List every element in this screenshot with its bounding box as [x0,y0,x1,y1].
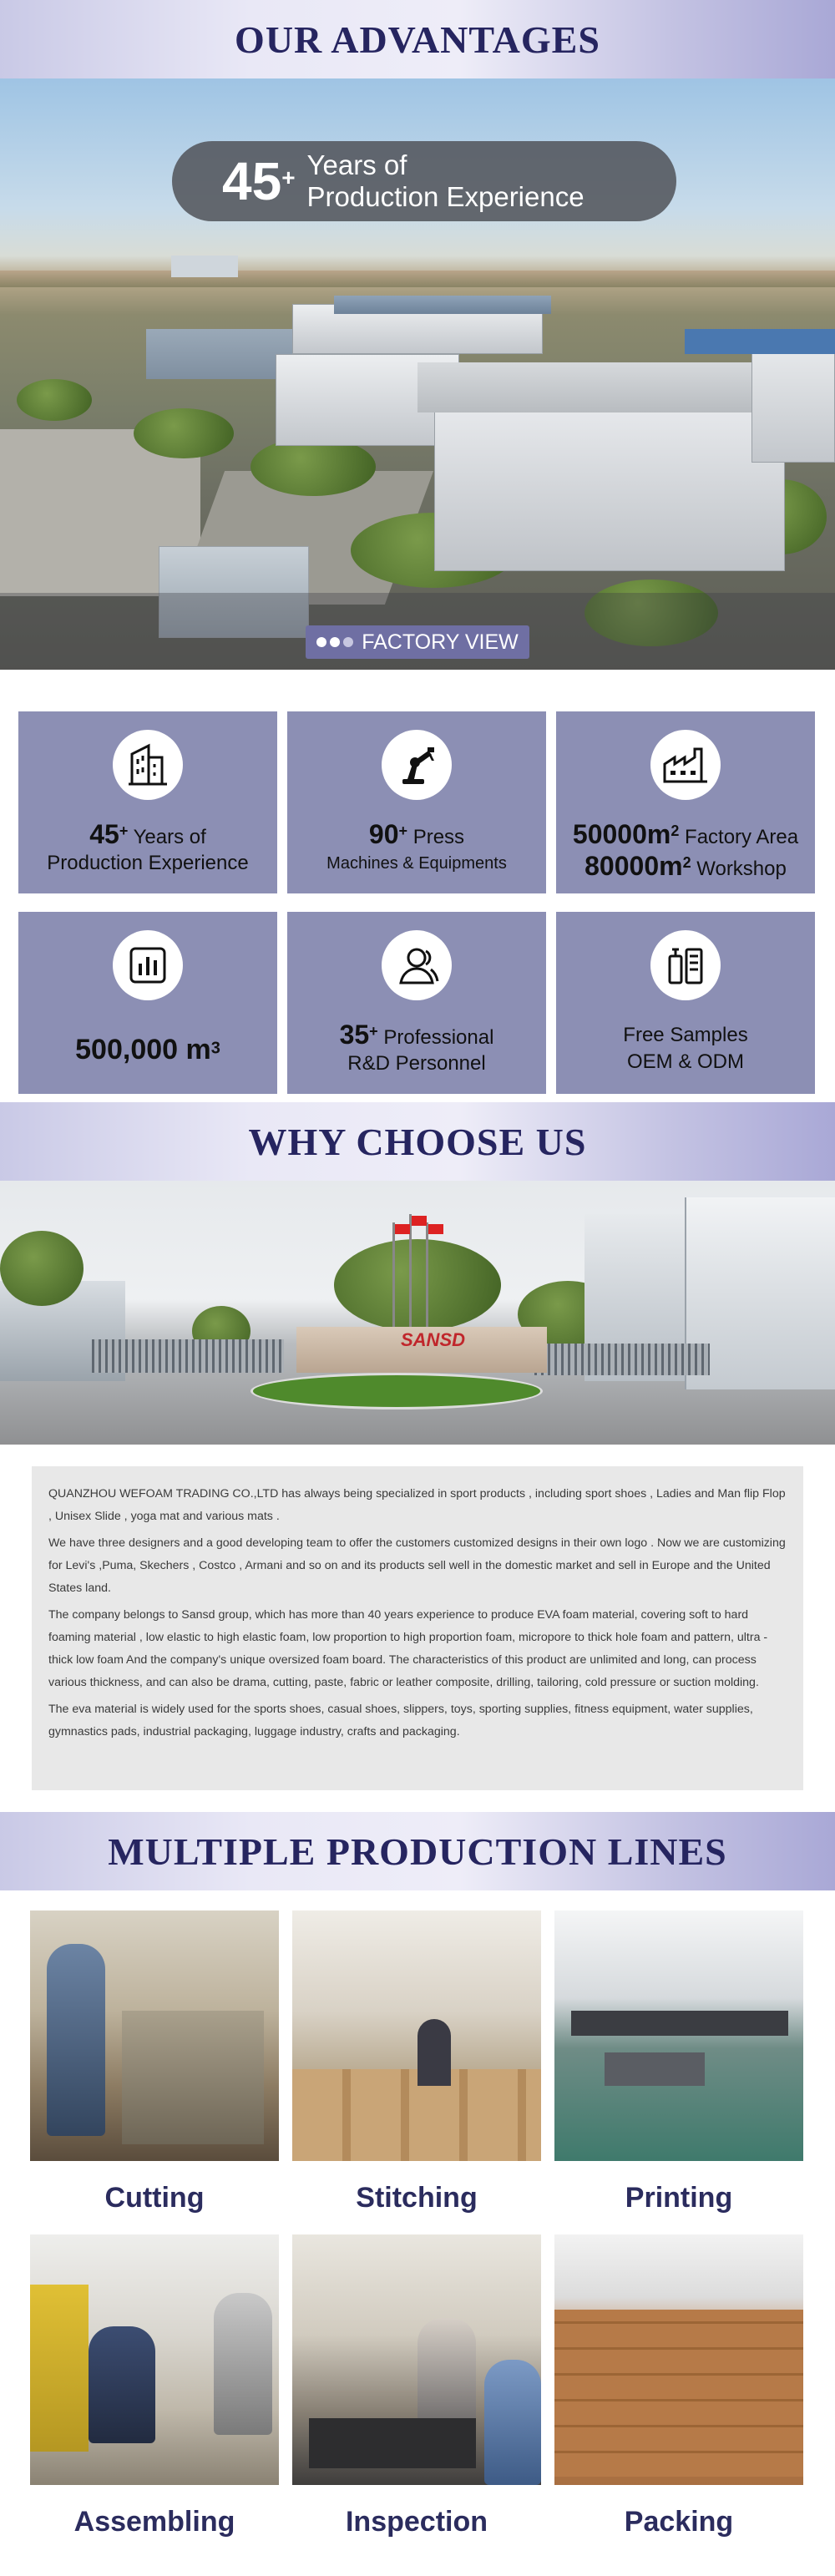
samples-line1: Free Samples [623,1024,748,1046]
about-paragraph-3: The company belongs to Sansd group, which has more than 40 years experience to produce EVA foam material, covering soft to hard foaming material , low elastic to high elastic foam, low proportion to high proportion foam, micropore to thick hole foam and pattern, ultra -thick low foam And the company's unique oversized foam board. The characteristics of this product are unlimited and long, can process various thickness, and can also be drama, cutting, paste, fabric or leather composite, drilling, tailoring, cold pressure or suction molding. [48,1608,768,1689]
about-paragraph-4: The eva material is widely used for the sports shoes, casual shoes, slippers, toys, sporting supplies, fitness equipment, water supplies, gymnastics pads, industrial packaging, luggage industry, crafts and packaging. [48,1703,753,1738]
area-num: 50000m [572,819,671,849]
stat-card-machines [287,711,546,893]
workshop-text: Workshop [696,858,787,880]
production-item-packing [554,2234,803,2558]
workshop-sup: 2 [682,854,691,871]
slider-dots-icon [316,637,353,647]
why-banner [0,1102,835,1181]
volume-sup: 3 [210,1039,220,1058]
stat-sup: + [369,1023,378,1040]
production-item-printing [554,1910,803,2234]
stat-card-volume [18,912,277,1094]
hero-plus: + [281,164,296,190]
caption-assembling: Assembling [73,2505,235,2538]
stat-line2: Production Experience [47,852,249,874]
stat-card-personnel [287,912,546,1094]
company-gate-image [0,1181,835,1445]
stat-num: 35 [339,1020,370,1050]
gate-sign: SANSD [401,1329,466,1350]
factory-icon [650,730,721,800]
volume-value: 500,000 m [75,1034,211,1065]
factory-view-text: FACTORY VIEW [362,630,519,654]
stat-card-area [556,711,815,893]
stat-line2: Machines & Equipments [326,854,507,873]
hero-text [307,149,584,213]
production-item-stitching [292,1910,541,2234]
assembling-photo [30,2234,279,2485]
caption-printing: Printing [625,2181,733,2214]
inspection-photo [292,2234,541,2485]
caption-packing: Packing [624,2505,734,2538]
production-item-inspection [292,2234,541,2558]
factory-hero-image [0,78,835,670]
production-item-assembling [30,2234,279,2558]
caption-stitching: Stitching [356,2181,478,2214]
stat-sup: + [119,822,129,839]
cutting-photo [30,1910,279,2161]
advantages-banner [0,0,835,78]
bar-chart-icon [113,930,183,1000]
hero-line2: Production Experience [306,181,584,212]
hero-line1: Years of [306,149,407,180]
stat-text: Press [412,826,465,848]
printing-photo [554,1910,803,2161]
production-lines-grid [0,1890,835,2558]
samples-icon [650,930,721,1000]
area-sup: 2 [671,822,680,839]
about-section [0,1445,835,1812]
about-paragraph-2: We have three designers and a good developing team to offer the customers customized designs in their own logo . Now we are customizing for Levi's ,Puma, Skechers , Costco , Armani and so on and its products sell well in the domestic market and sell in Europe and the United States land. [48,1536,786,1595]
advantages-title: OUR ADVANTAGES [235,18,600,61]
samples-line2: OEM & ODM [626,1050,744,1073]
why-title: WHY CHOOSE US [248,1120,587,1163]
stat-text: Years of [133,826,206,848]
production-item-cutting [30,1910,279,2234]
stat-text: Professional [383,1026,494,1049]
area-text: Factory Area [685,826,799,848]
packing-photo [554,2234,803,2485]
hero-number: 45 [222,151,282,211]
stat-sup: + [398,822,408,839]
about-text-box [32,1466,803,1790]
stat-line2: R&D Personnel [347,1052,486,1075]
people-icon [382,930,452,1000]
production-banner [0,1812,835,1890]
stitching-photo [292,1910,541,2161]
stat-num: 45 [89,819,119,849]
caption-inspection: Inspection [345,2505,488,2538]
factory-view-label [306,625,529,659]
robot-arm-icon [382,730,452,800]
production-title: MULTIPLE PRODUCTION LINES [108,1830,727,1873]
stats-grid [0,670,835,1102]
stat-num: 90 [368,819,399,849]
caption-cutting: Cutting [104,2181,205,2214]
stat-card-samples [556,912,815,1094]
workshop-num: 80000m [584,851,683,881]
experience-pill [172,141,676,221]
about-paragraph-1: QUANZHOU WEFOAM TRADING CO.,LTD has always being specialized in sport products , including sport shoes , Ladies and Man flip Flop , Unisex Slide , yoga mat and various mats . [48,1487,786,1523]
stat-card-experience [18,711,277,893]
building-icon [113,730,183,800]
